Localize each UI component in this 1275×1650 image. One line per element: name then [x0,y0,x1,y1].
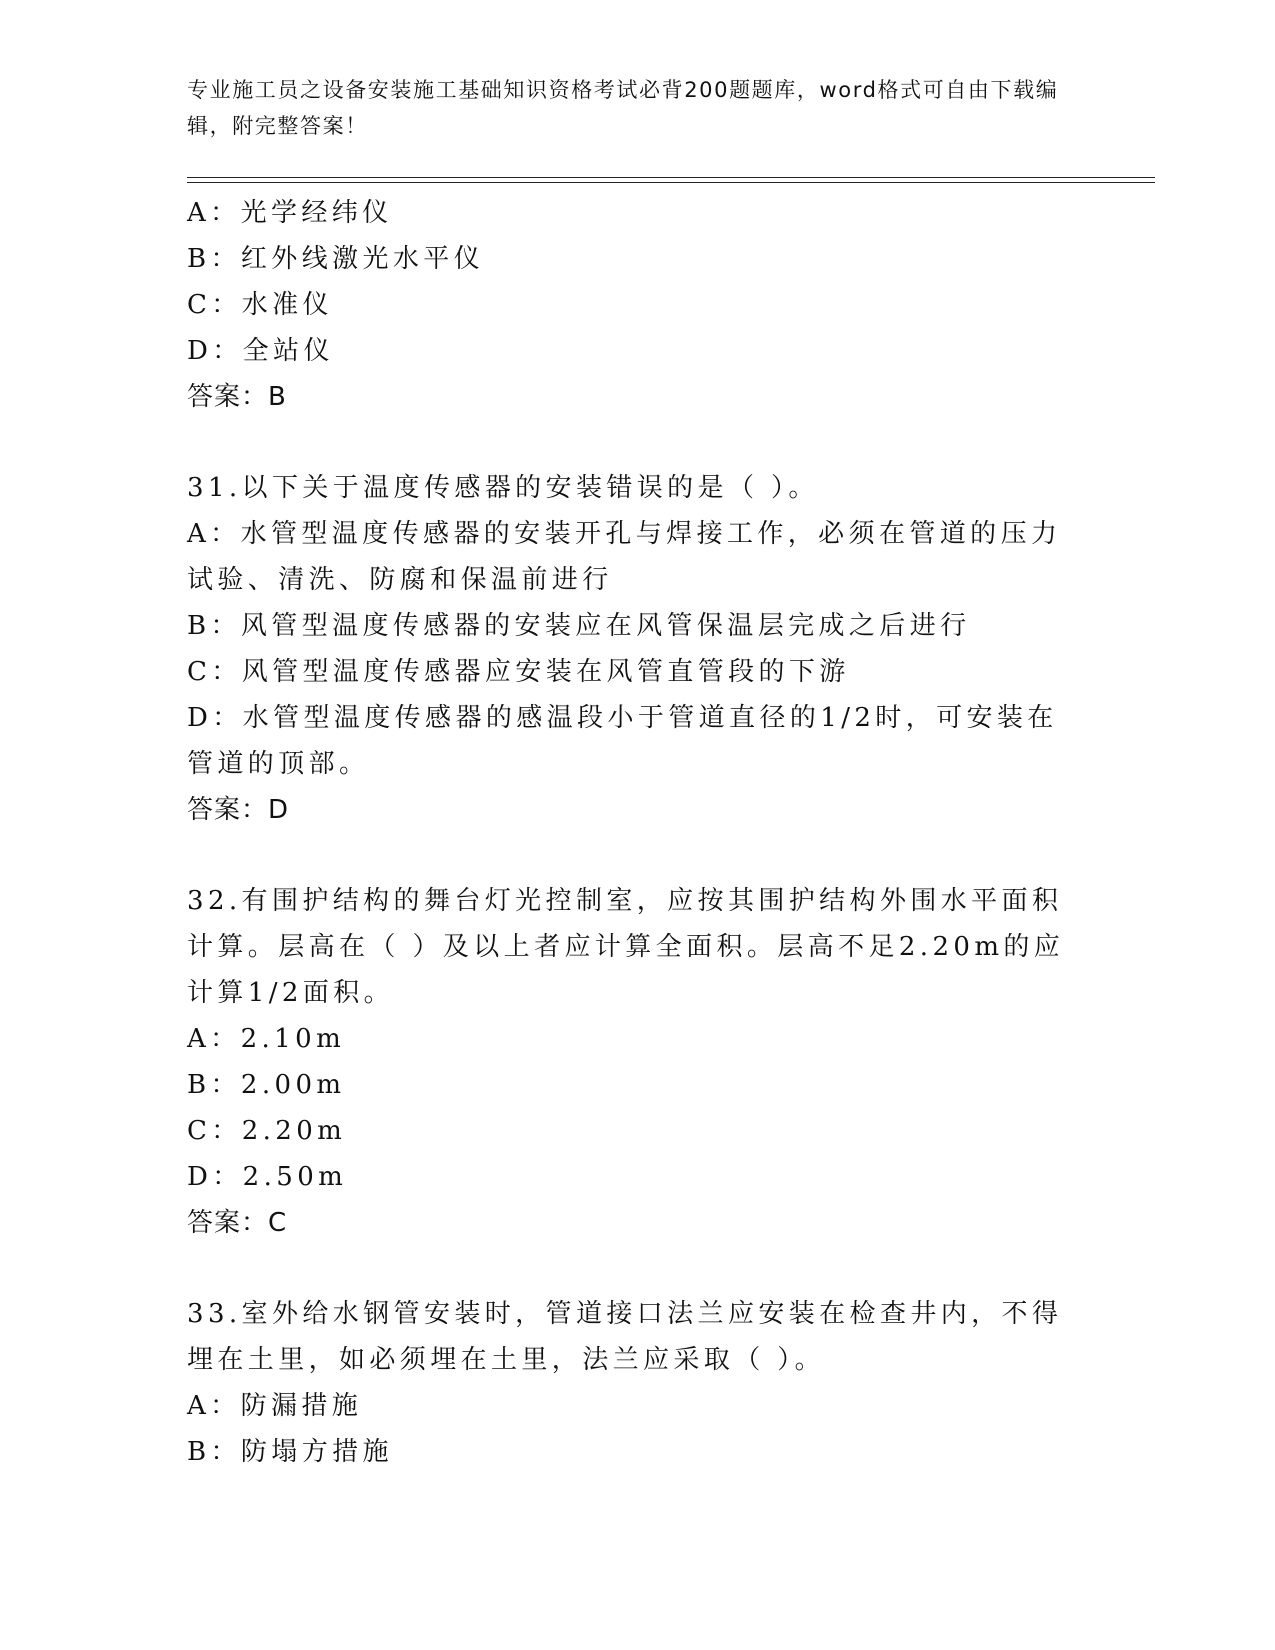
option-d: D：水管型温度传感器的感温段小于管道直径的1/2时，可安装在管道的顶部。 [187,703,1058,779]
header-rule-bottom [187,182,1155,183]
spacer [187,420,1077,465]
answer-line: 答案：D [187,795,290,825]
question-text: 31.以下关于温度传感器的安装错误的是（ ）。 [187,473,819,503]
option-a: A：2.10m [187,1024,346,1054]
option-b: B：2.00m [187,1070,346,1100]
question-32 [187,878,1077,1246]
question-text: 32.有围护结构的舞台灯光控制室，应按其围护结构外围水平面积计算。层高在（ ）及以上者应计算全面积。层高不足2.20m的应计算1/2面积。 [187,886,1065,1008]
header-rule-top [187,177,1155,178]
option-b: B：红外线激光水平仪 [187,244,485,274]
question-31 [187,465,1077,833]
option-c: C：水准仪 [187,290,333,320]
option-c: C：风管型温度传感器应安装在风管直管段的下游 [187,657,850,687]
question-30 [187,190,1077,420]
option-a: A：防漏措施 [187,1391,363,1421]
spacer [187,833,1077,878]
option-b: B：防塌方措施 [187,1437,393,1467]
document-header: 专业施工员之设备安装施工基础知识资格考试必背200题题库，word格式可自由下载编辑，附完整答案！ [187,78,1059,138]
option-d: D：全站仪 [187,336,334,366]
option-b: B：风管型温度传感器的安装应在风管保温层完成之后进行 [187,611,971,641]
option-a: A：水管型温度传感器的安装开孔与焊接工作，必须在管道的压力试验、清洗、防腐和保温前进行 [187,519,1062,595]
spacer [187,1246,1077,1291]
question-text: 33.室外给水钢管安装时，管道接口法兰应安装在检查井内，不得埋在土里，如必须埋在土里，法兰应采取（ ）。 [187,1299,1063,1375]
option-c: C：2.20m [187,1116,347,1146]
option-d: D：2.50m [187,1162,348,1192]
answer-line: 答案：C [187,1208,288,1238]
document-body [187,190,1077,1475]
answer-line: 答案：B [187,382,287,412]
question-33 [187,1291,1077,1475]
option-a: A：光学经纬仪 [187,198,393,228]
